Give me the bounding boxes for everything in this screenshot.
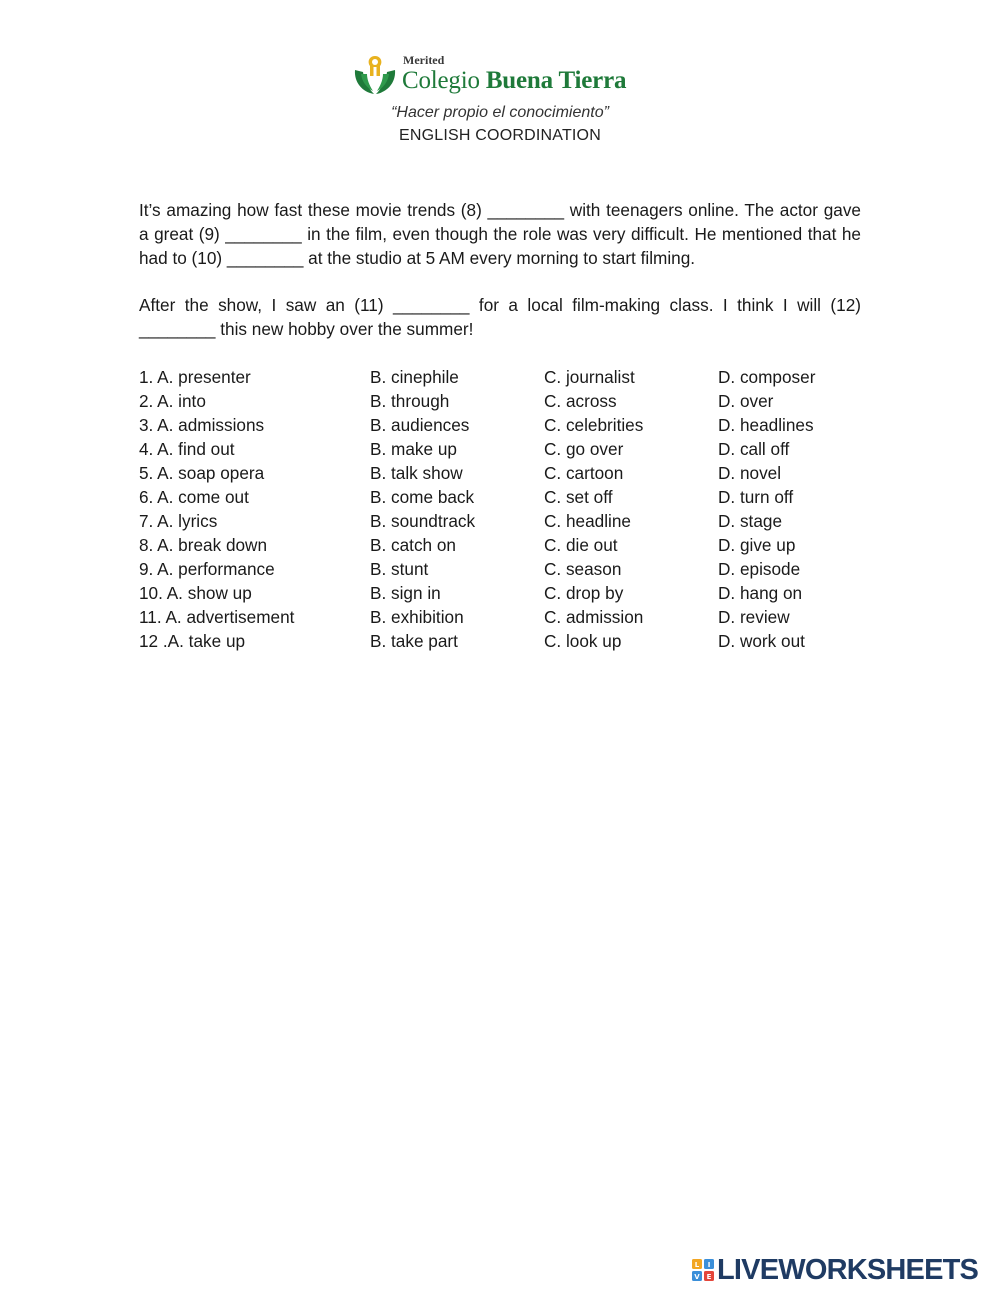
option-d: D. stage — [718, 511, 783, 531]
option-b: B. soundtrack — [370, 511, 476, 531]
options-row-11 — [139, 605, 859, 629]
option-c: C. across — [544, 391, 617, 411]
options-row-1 — [139, 365, 859, 389]
option-a: 10. A. show up — [139, 583, 252, 603]
svg-text:I: I — [707, 1261, 711, 1269]
option-a: 12 .A. take up — [139, 631, 246, 651]
school-emblem-icon — [352, 52, 398, 98]
option-a: 6. A. come out — [139, 487, 249, 507]
option-b: B. cinephile — [370, 367, 459, 387]
option-c: C. cartoon — [544, 463, 624, 483]
option-a: 4. A. find out — [139, 439, 235, 459]
option-c: C. go over — [544, 439, 624, 459]
option-c: C. admission — [544, 607, 644, 627]
option-c: C. journalist — [544, 367, 635, 387]
option-d: D. turn off — [718, 487, 794, 507]
option-c: C. look up — [544, 631, 622, 651]
options-row-2 — [139, 389, 859, 413]
school-logo — [352, 50, 652, 100]
option-c: C. season — [544, 559, 622, 579]
option-d: D. review — [718, 607, 790, 627]
coordination-title: ENGLISH COORDINATION — [399, 127, 601, 144]
svg-text:V: V — [694, 1273, 700, 1281]
school-name-part1: Colegio — [402, 67, 486, 94]
option-d: D. headlines — [718, 415, 814, 435]
cloze-paragraph-1: It’s amazing how fast these movie trends (8) ________ with teenagers online. The actor gave a great (9) ________ in the film, even though the role was very difficult. He mentioned that he had to (10) ________ at the studio at 5 AM every morning to start filming. — [139, 200, 861, 268]
option-a: 8. A. break down — [139, 535, 268, 555]
option-d: D. episode — [718, 559, 801, 579]
options-row-7 — [139, 509, 859, 533]
option-b: B. through — [370, 391, 450, 411]
answer-options-list — [139, 365, 859, 653]
options-row-8 — [139, 533, 859, 557]
option-b: B. catch on — [370, 535, 456, 555]
option-a: 1. A. presenter — [139, 367, 251, 387]
option-a: 5. A. soap opera — [139, 463, 265, 483]
option-d: D. hang on — [718, 583, 803, 603]
option-c: C. die out — [544, 535, 618, 555]
options-row-10 — [139, 581, 859, 605]
options-row-12 — [139, 629, 859, 653]
options-row-3 — [139, 413, 859, 437]
liveworksheets-logo-icon — [692, 1259, 714, 1281]
option-d: D. over — [718, 391, 774, 411]
option-b: B. stunt — [370, 559, 429, 579]
liveworksheets-watermark[interactable] — [692, 1255, 992, 1285]
options-row-5 — [139, 461, 859, 485]
option-b: B. talk show — [370, 463, 463, 483]
option-a: 3. A. admissions — [139, 415, 265, 435]
option-b: B. make up — [370, 439, 457, 459]
logo-merited-label: Merited — [403, 53, 445, 67]
school-name — [402, 67, 626, 95]
option-d: D. novel — [718, 463, 782, 483]
liveworksheets-text: LIVEWORKSHEETS — [717, 1254, 979, 1286]
option-b: B. audiences — [370, 415, 470, 435]
cloze-paragraph-2: After the show, I saw an (11) ________ for a local film-making class. I think I will (12) ________ this new hobby over the summer! — [139, 295, 861, 339]
school-name-part2: Buena Tierra — [485, 67, 627, 94]
option-a: 9. A. performance — [139, 559, 275, 579]
option-c: C. celebrities — [544, 415, 644, 435]
option-b: B. come back — [370, 487, 475, 507]
svg-text:E: E — [706, 1273, 712, 1281]
option-b: B. take part — [370, 631, 458, 651]
option-d: D. composer — [718, 367, 816, 387]
options-row-6 — [139, 485, 859, 509]
options-row-4 — [139, 437, 859, 461]
svg-text:L: L — [694, 1261, 700, 1269]
option-a: 2. A. into — [139, 391, 206, 411]
option-b: B. exhibition — [370, 607, 464, 627]
option-c: C. set off — [544, 487, 613, 507]
option-a: 11. A. advertisement — [139, 607, 295, 627]
school-motto: “Hacer propio el conocimiento” — [391, 104, 609, 121]
options-row-9 — [139, 557, 859, 581]
option-c: C. headline — [544, 511, 631, 531]
option-c: C. drop by — [544, 583, 624, 603]
option-d: D. give up — [718, 535, 796, 555]
option-d: D. call off — [718, 439, 790, 459]
option-a: 7. A. lyrics — [139, 511, 218, 531]
option-b: B. sign in — [370, 583, 441, 603]
option-d: D. work out — [718, 631, 805, 651]
